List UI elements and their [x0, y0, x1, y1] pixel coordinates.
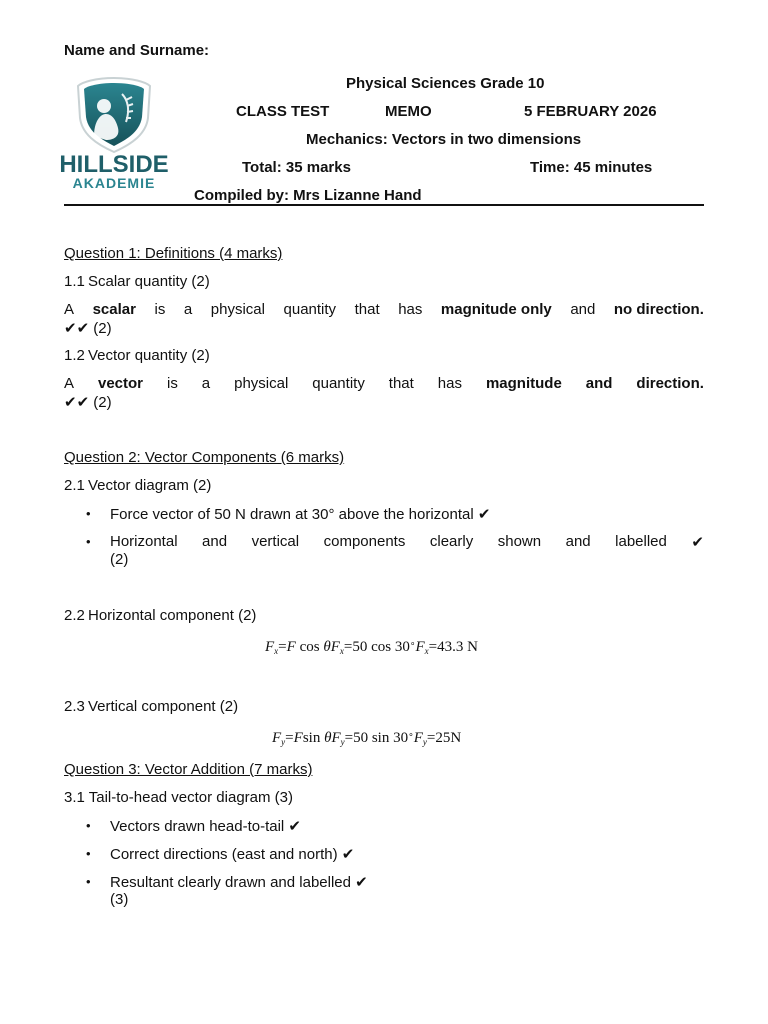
bullet-word: ✔ — [691, 534, 704, 551]
answer-keyword: and — [585, 375, 613, 392]
q2-item1 — [64, 477, 211, 494]
test-type: CLASS TEST — [236, 103, 330, 120]
q1-item2-marks: ✔✔ (2) — [64, 394, 112, 411]
header-divider — [64, 204, 704, 206]
time-allowed: Time: 45 minutes — [530, 159, 653, 176]
list-item — [110, 533, 704, 568]
q2-item2-number: 2.2 — [64, 607, 85, 624]
bullet-word: • Horizontal — [110, 533, 178, 550]
logo-text-top: HILLSIDE — [59, 151, 169, 178]
q1-item2 — [64, 347, 210, 364]
logo-text-bottom: AKADEMIE — [72, 175, 156, 191]
answer-word: a — [201, 375, 211, 392]
q1-item1 — [64, 273, 210, 290]
bullet-word: labelled — [615, 533, 667, 550]
q1-item1-marks: ✔✔ (2) — [64, 320, 112, 337]
bullet-word: shown — [497, 533, 542, 550]
q3-title: Question 3: Vector Addition (7 marks) — [64, 761, 313, 778]
answer-word: is — [154, 301, 166, 318]
q2-item1-label: Vector diagram (2) — [88, 477, 212, 494]
list-item: • Vectors drawn head-to-tail ✔ — [110, 817, 301, 835]
answer-keyword: direction. — [636, 375, 704, 392]
answer-word: quantity — [312, 375, 365, 392]
answer-word: is — [166, 375, 178, 392]
list-item: • Correct directions (east and north) ✔ — [110, 845, 354, 863]
bullet-word: components — [323, 533, 406, 550]
q1-title: Question 1: Definitions (4 marks) — [64, 245, 283, 262]
answer-word: physical — [234, 375, 289, 392]
q2-item1-number: 2.1 — [64, 477, 85, 494]
bullet-word: vertical — [251, 533, 300, 550]
bullet-word: clearly — [429, 533, 474, 550]
q2-item3-label: Vertical component (2) — [88, 698, 239, 715]
name-and-surname-label: Name and Surname: — [64, 42, 210, 59]
answer-word: that — [354, 301, 380, 318]
q1-item1-answer — [64, 301, 704, 318]
q3-item1-label: 3.1 Tail-to-head vector diagram (3) — [64, 789, 293, 806]
subject-title: Physical Sciences Grade 10 — [346, 75, 545, 92]
answer-word: A — [64, 301, 75, 318]
answer-word: a — [183, 301, 193, 318]
answer-word: that — [388, 375, 414, 392]
bullet-word: and — [202, 533, 228, 550]
list-item — [110, 873, 368, 908]
bullet-text: • Resultant clearly drawn and labelled ✔ — [110, 874, 368, 891]
memo-label: MEMO — [385, 103, 432, 120]
q1-item1-label: Scalar quantity (2) — [88, 273, 210, 290]
answer-keyword: no direction. — [613, 301, 704, 318]
q2-item3 — [64, 698, 238, 715]
answer-keyword: magnitude — [485, 375, 562, 392]
topic-title: Mechanics: Vectors in two dimensions — [306, 131, 582, 148]
total-marks: Total: 35 marks — [242, 159, 351, 176]
answer-word: physical — [210, 301, 265, 318]
q1-item2-number: 1.2 — [64, 347, 85, 364]
compiled-by: Compiled by: Mrs Lizanne Hand — [194, 187, 422, 204]
vertical-component-formula: $F_y=Fsin$ $\theta F_y=50$ $\sin 30^\circ F_y=25N$ — [272, 729, 462, 747]
answer-keyword: magnitude only — [440, 301, 552, 318]
answer-word: quantity — [283, 301, 337, 318]
bullet-continuation: (2) — [110, 551, 129, 568]
q2-item2-label: Horizontal component (2) — [88, 607, 257, 624]
q1-item2-label: Vector quantity (2) — [88, 347, 210, 364]
school-logo — [56, 74, 172, 194]
answer-word: A — [64, 375, 75, 392]
q2-item3-number: 2.3 — [64, 698, 85, 715]
q2-title: Question 2: Vector Components (6 marks) — [64, 449, 345, 466]
answer-keyword: scalar — [92, 301, 136, 318]
bullet-continuation: (3) — [110, 891, 129, 908]
answer-keyword: vector — [97, 375, 144, 392]
q2-item2 — [64, 607, 256, 624]
q1-item2-answer — [64, 375, 704, 392]
test-date: 5 FEBRUARY 2026 — [524, 103, 657, 120]
q1-item1-number: 1.1 — [64, 273, 85, 290]
horizontal-component-formula: $F_x=F$ $\cos \theta F_x=50$ $\cos 30^\circ F_x=43.3$ N — [265, 638, 478, 656]
answer-word: has — [437, 375, 462, 392]
answer-word: and — [570, 301, 596, 318]
bullet-word: and — [565, 533, 591, 550]
list-item: • Force vector of 50 N drawn at 30° above the horizontal ✔ — [110, 505, 490, 523]
answer-word: has — [398, 301, 423, 318]
